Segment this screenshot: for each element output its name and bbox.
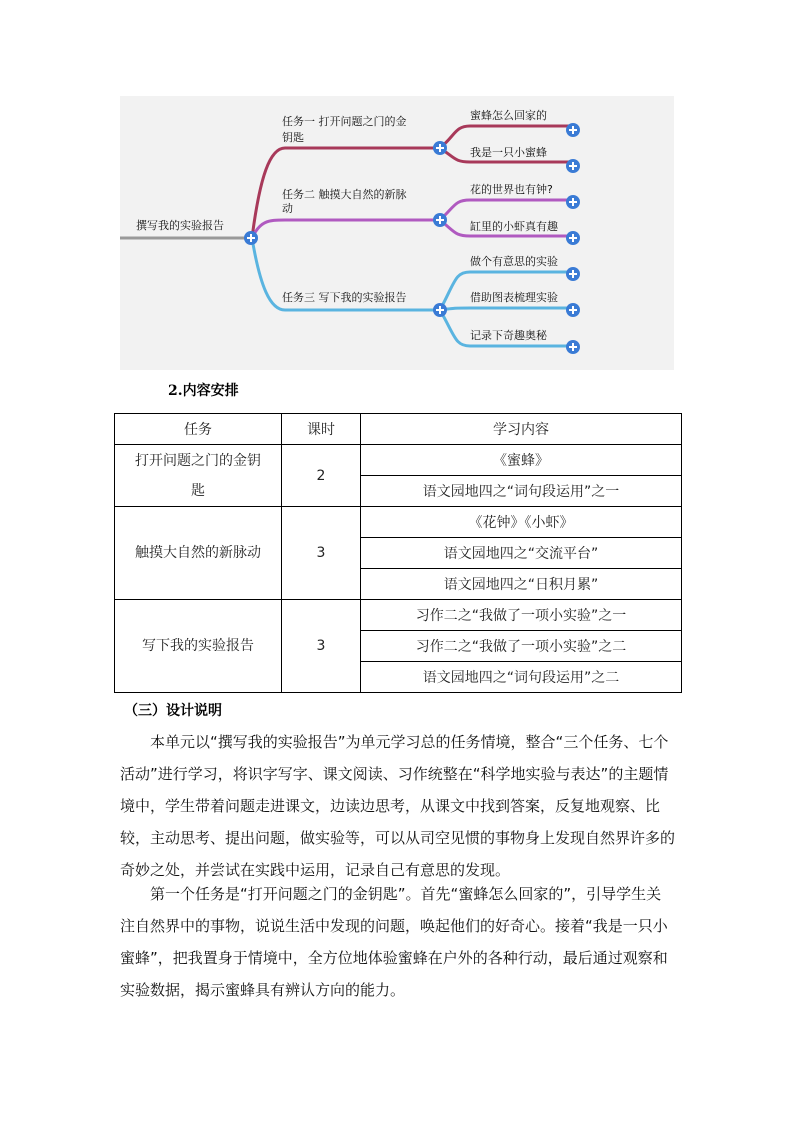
hours-cell: 2 [282, 445, 361, 507]
task-3-leaf-2: 借助图表梳理实验 [470, 291, 558, 304]
content-cell: 语文园地四之“词句段运用”之二 [361, 662, 682, 693]
leaf-2-2-plus-icon[interactable] [566, 231, 580, 245]
hours-cell: 3 [282, 507, 361, 600]
task-2-label-line2: 动 [282, 202, 293, 215]
leaf-1-1-plus-icon[interactable] [566, 123, 580, 137]
header-content: 学习内容 [361, 414, 682, 445]
task-2-leaf-2: 缸里的小虾真有趣 [470, 220, 558, 233]
table-header-row [115, 414, 682, 445]
task-1-leaf-1-line [440, 126, 572, 148]
task-3-leaf-3: 记录下奇趣奥秘 [470, 329, 547, 342]
task-1-expand-plus-icon[interactable] [433, 141, 447, 155]
root-expand-plus-icon[interactable] [244, 231, 258, 245]
hours-cell: 3 [282, 600, 361, 693]
task-1-leaf-2: 我是一只小蜜蜂 [470, 146, 547, 159]
mind-map-diagram [120, 96, 674, 370]
body-paragraph: 第一个任务是“打开问题之门的金钥匙”。首先“蜜蜂怎么回家的”，引导学生关注自然界中的事物，说说生活中发现的问题，唤起他们的好奇心。接着“我是一只小蜜蜂”，把我置身于情境中，全方位地体验蜜蜂在户外的各种行动，最后通过观察和实验数据，揭示蜜蜂具有辨认方向的能力。 [120, 885, 668, 999]
task-cell: 触摸大自然的新脉动 [115, 507, 282, 600]
task-2-branch [252, 220, 440, 238]
task-cell: 写下我的实验报告 [115, 600, 282, 693]
content-cell: 语文园地四之“日积月累” [361, 569, 682, 600]
content-arrangement-heading: 2.内容安排 [168, 383, 239, 399]
task-3-label-line1: 任务三 写下我的实验报告 [282, 291, 407, 304]
content-cell: 习作二之“我做了一项小实验”之二 [361, 631, 682, 662]
table-row [115, 445, 682, 476]
task-2-leaf-1-line [440, 200, 572, 220]
schedule-table [114, 413, 682, 693]
task-3-leaf-1: 做个有意思的实验 [470, 255, 558, 268]
task-2-expand-plus-icon[interactable] [433, 213, 447, 227]
mind-map [120, 96, 674, 370]
table-row [115, 600, 682, 631]
table-row [115, 507, 682, 538]
task-2-leaf-1: 花的世界也有钟? [470, 183, 553, 196]
root-label: 撰写我的实验报告 [136, 219, 224, 232]
task-name-line: 匙 [191, 482, 205, 499]
task-cell [115, 445, 282, 507]
task-1-label-line1: 任务一 打开问题之门的金 [282, 115, 407, 128]
task-1-label-line2: 钥匙 [282, 131, 304, 144]
task-3-leaf-2-line [440, 308, 572, 310]
leaf-1-2-plus-icon[interactable] [566, 159, 580, 173]
task-3-expand-plus-icon[interactable] [433, 303, 447, 317]
content-cell: 语文园地四之“交流平台” [361, 538, 682, 569]
header-hours: 课时 [282, 414, 361, 445]
task-name-line: 打开问题之门的金钥 [135, 452, 261, 469]
content-cell: 《花钟》《小虾》 [361, 507, 682, 538]
body-paragraph: 本单元以“撰写我的实验报告”为单元学习总的任务情境，整合“三个任务、七个活动”进行学习，将识字写字、课文阅读、习作统整在“科学地实验与表达”的主题情境中，学生带着问题走进课文，边读边思考，从课文中找到答案，反复地观察、比较，主动思考、提出问题，做实验等，可以从司空见惯的事物身上发现自然界许多的奇妙之处，并尝试在实践中运用，记录自己有意思的发现。 [120, 733, 676, 879]
content-cell: 语文园地四之“词句段运用”之一 [361, 476, 682, 507]
task-1-leaf-1: 蜜蜂怎么回家的 [470, 109, 547, 122]
content-cell: 《蜜蜂》 [361, 445, 682, 476]
task-2-label-line1: 任务二 触摸大自然的新脉 [282, 188, 407, 201]
leaf-3-3-plus-icon[interactable] [566, 340, 580, 354]
leaf-3-2-plus-icon[interactable] [566, 303, 580, 317]
leaf-2-1-plus-icon[interactable] [566, 195, 580, 209]
leaf-3-1-plus-icon[interactable] [566, 267, 580, 281]
header-task: 任务 [115, 414, 282, 445]
design-notes-heading: （三）设计说明 [124, 703, 222, 719]
content-cell: 习作二之“我做了一项小实验”之一 [361, 600, 682, 631]
